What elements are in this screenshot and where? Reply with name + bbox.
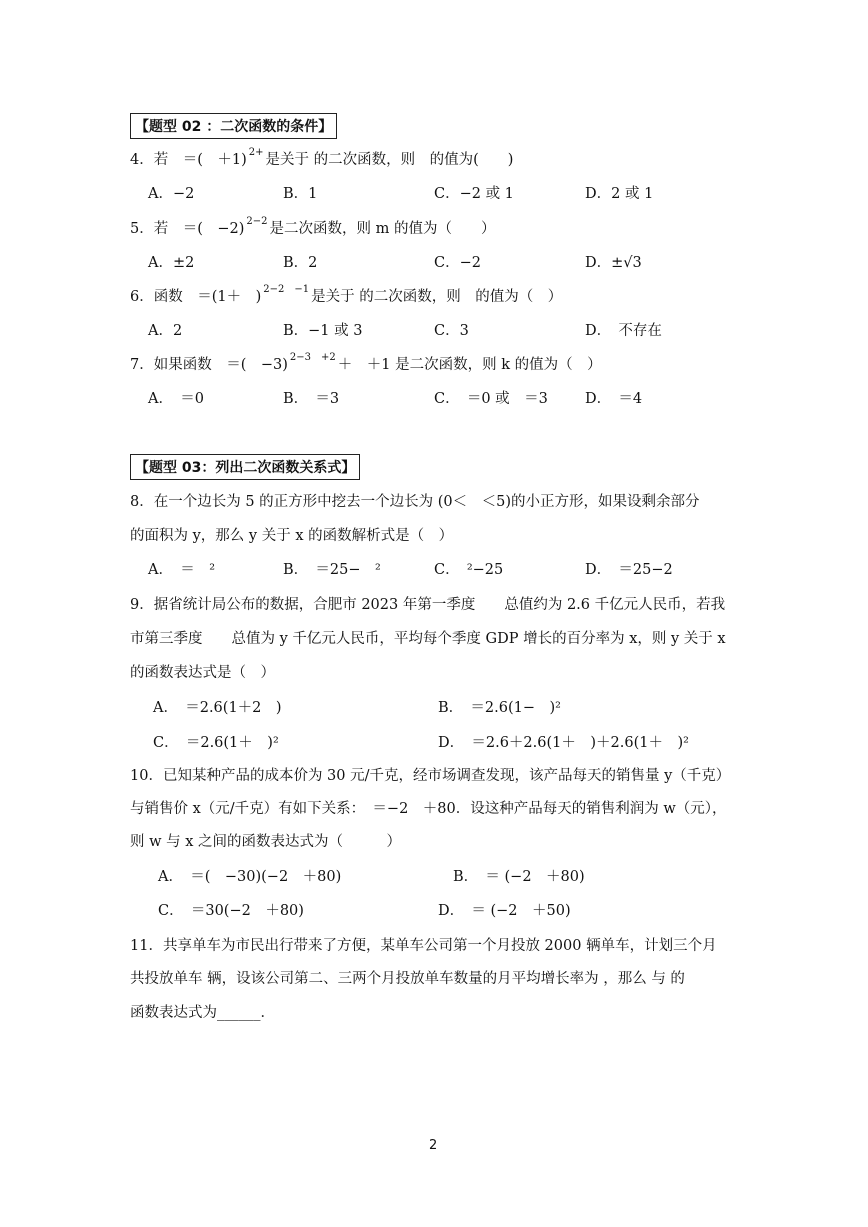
- q9-line-1: 9．据省统计局公布的数据，合肥市 2023 年第一季度 总值约为 2.6 千亿元人民币，若我: [130, 597, 726, 613]
- q6-option-c: C．3: [434, 323, 469, 339]
- question-5-stem: [130, 217, 496, 238]
- q9-line-2: 市第三季度 总值为 y 千亿元人民币，平均每个季度 GDP 增长的百分率为 x，则 y 关于 x: [130, 631, 726, 647]
- question-4-stem: [130, 148, 513, 169]
- q6-stem-b: 是关于 的二次函数，则 的值为（ ）: [311, 289, 563, 305]
- q5-option-c: C．−2: [434, 255, 481, 271]
- q6-exponent: 2−2 −1: [263, 284, 310, 295]
- q5-option-d: D．±√3: [585, 255, 642, 271]
- q9-option-d: D． ＝2.6＋2.6(1＋ )＋2.6(1＋ )²: [438, 735, 689, 751]
- q7-option-d: D． ＝4: [585, 391, 643, 407]
- q4-option-a: A．−2: [148, 186, 195, 202]
- q10-option-d: D． ＝ (−2 ＋50): [438, 903, 571, 919]
- q4-option-d: D．2 或 1: [585, 186, 654, 202]
- question-6-stem: [130, 285, 562, 306]
- q5-exponent: 2−2: [246, 216, 268, 227]
- q4-option-b: B．1: [283, 186, 318, 202]
- q10-line-3: 则 w 与 x 之间的函数表达式为（ ）: [130, 834, 402, 850]
- q6-stem-a: 6．函数 ＝(1＋ ): [130, 289, 262, 305]
- q4-stem-a: 4．若 ＝( ＋1): [130, 152, 247, 168]
- q7-option-b: B． ＝3: [283, 391, 340, 407]
- q9-line-3: 的函数表达式是（ ）: [130, 665, 275, 681]
- q11-line-3: 函数表达式为______．: [130, 1005, 275, 1021]
- section-header-02: 【题型 02 ：二次函数的条件】: [130, 113, 337, 139]
- q7-exponent: 2−3 +2: [289, 352, 336, 363]
- q7-option-c: C． ＝0 或 ＝3: [434, 391, 548, 407]
- q10-line-1: 10．已知某种产品的成本价为 30 元/千克，经市场调查发现，该产品每天的销售量 y（千克）: [130, 768, 731, 784]
- q11-line-2: 共投放单车 辆，设该公司第二、三两个月投放单车数量的月平均增长率为 ，那么 与 的: [130, 971, 685, 987]
- q7-stem-a: 7．如果函数 ＝( −3): [130, 357, 288, 373]
- q8-option-d: D． ＝25−2: [585, 562, 673, 578]
- q10-option-b: B． ＝ (−2 ＋80): [453, 869, 585, 885]
- q10-option-a: A． ＝( −30)(−2 ＋80): [158, 869, 342, 885]
- q6-option-d: D． 不存在: [585, 323, 662, 339]
- q7-stem-b: ＋ ＋1 是二次函数，则 k 的值为（ ）: [337, 357, 602, 373]
- q9-option-a: A． ＝2.6(1＋2 ): [153, 700, 282, 716]
- q5-option-a: A．±2: [148, 255, 195, 271]
- q8-option-c: C． ²−25: [434, 562, 504, 578]
- q6-option-b: B．−1 或 3: [283, 323, 363, 339]
- section-header-03: 【题型 03：列出二次函数关系式】: [130, 454, 360, 480]
- q6-option-a: A．2: [148, 323, 183, 339]
- q11-line-1: 11．共享单车为市民出行带来了方便，某单车公司第一个月投放 2000 辆单车，计划三个月: [130, 938, 717, 954]
- question-7-stem: [130, 353, 602, 374]
- q10-option-c: C． ＝30(−2 ＋80): [158, 903, 304, 919]
- q7-option-a: A． ＝0: [148, 391, 204, 407]
- q8-line-1: 8．在一个边长为 5 的正方形中挖去一个边长为 (0＜ ＜5)的小正方形，如果设剩余部分: [130, 494, 700, 510]
- q9-option-b: B． ＝2.6(1− )²: [438, 700, 561, 716]
- q5-stem-a: 5．若 ＝( −2): [130, 221, 245, 237]
- page-number: 2: [429, 1138, 438, 1153]
- q8-option-b: B． ＝25− ²: [283, 562, 381, 578]
- q8-option-a: A． ＝ ²: [148, 562, 216, 578]
- q4-stem-b: 是关于 的二次函数，则 的值为( ): [265, 152, 514, 168]
- q4-exponent: 2+: [248, 147, 264, 158]
- q4-option-c: C．−2 或 1: [434, 186, 514, 202]
- q9-option-c: C． ＝2.6(1＋ )²: [153, 735, 279, 751]
- q5-option-b: B．2: [283, 255, 318, 271]
- q5-stem-b: 是二次函数，则 m 的值为（ ）: [269, 221, 496, 237]
- q10-line-2: 与销售价 x（元/千克）有如下关系： ＝−2 ＋80．设这种产品每天的销售利润为 w（元），: [130, 801, 727, 817]
- q8-line-2: 的面积为 y，那么 y 关于 x 的函数解析式是（ ）: [130, 528, 454, 544]
